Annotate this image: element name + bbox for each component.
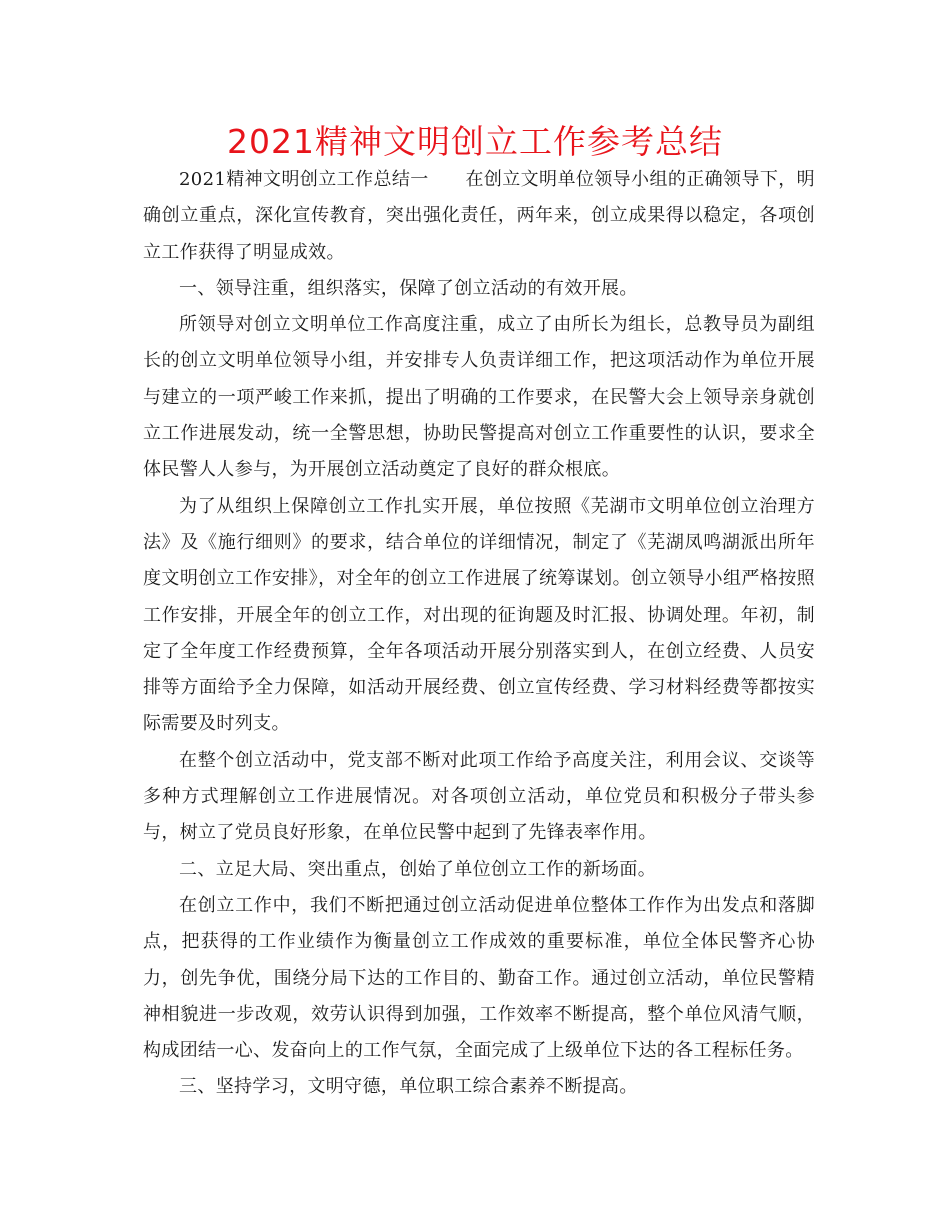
document-body <box>143 162 815 1106</box>
section-heading-3: 三、坚持学习，文明守德，单位职工综合素养不断提高。 <box>179 1076 638 1098</box>
section-heading-2: 二、立足大局、突出重点，创始了单位创立工作的新场面。 <box>179 858 657 880</box>
paragraph-organization: 为了从组织上保障创立工作扎实开展，单位按照《芜湖市文明单位创立治理方法》及《施行细则》的要求，结合单位的详细情况，制定了《芜湖凤鸣湖派出所年度文明创立工作安排》，对全年的创立工作进展了统筹谋划。创立领导小组严格按照工作安排，开展全年的创立工作，对出现的征询题及时汇报、协调处理。年初，制定了全年度工作经费预算，全年各项活动开展分别落实到人，在创立经费、人员安排等方面给予全力保障，如活动开展经费、创立宣传经费、学习材料经费等都按实际需要及时列支。 <box>143 495 815 735</box>
paragraph-intro: 2021精神文明创立工作总结一 在创立文明单位领导小组的正确领导下，明确创立重点，深化宣传教育，突出强化责任，两年来，创立成果得以稳定，各项创立工作获得了明显成效。 <box>143 169 815 263</box>
section-heading-1: 一、领导注重，组织落实，保障了创立活动的有效开展。 <box>179 277 638 299</box>
paragraph-party-branch: 在整个创立活动中，党支部不断对此项工作给予高度关注，利用会议、交谈等多种方式理解创立工作进展情况。对各项创立活动，单位党员和积极分子带头参与，树立了党员良好形象，在单位民警中起到了先锋表率作用。 <box>143 749 815 844</box>
document-title: 2021精神文明创立工作参考总结 <box>227 122 723 161</box>
paragraph-leadership: 所领导对创立文明单位工作高度注重，成立了由所长为组长，总教导员为副组长的创立文明单位领导小组，并安排专人负责详细工作，把这项活动作为单位开展与建立的一项严峻工作来抓，提出了明确的工作要求，在民警大会上领导亲身就创立工作进展发动，统一全警思想，协助民警提高对创立工作重要性的认识，要求全体民警人人参与，为开展创立活动奠定了良好的群众根底。 <box>143 314 815 481</box>
paragraph-overall-work: 在创立工作中，我们不断把通过创立活动促进单位整体工作作为出发点和落脚点，把获得的工作业绩作为衡量创立工作成效的重要标准，单位全体民警齐心协力，创先争优，围绕分局下达的工作目的、勤奋工作。通过创立活动，单位民警精神相貌进一步改观，效劳认识得到加强，工作效率不断提高，整个单位风清气顺，构成团结一心、发奋向上的工作气氛，全面完成了上级单位下达的各工程标任务。 <box>143 894 815 1062</box>
